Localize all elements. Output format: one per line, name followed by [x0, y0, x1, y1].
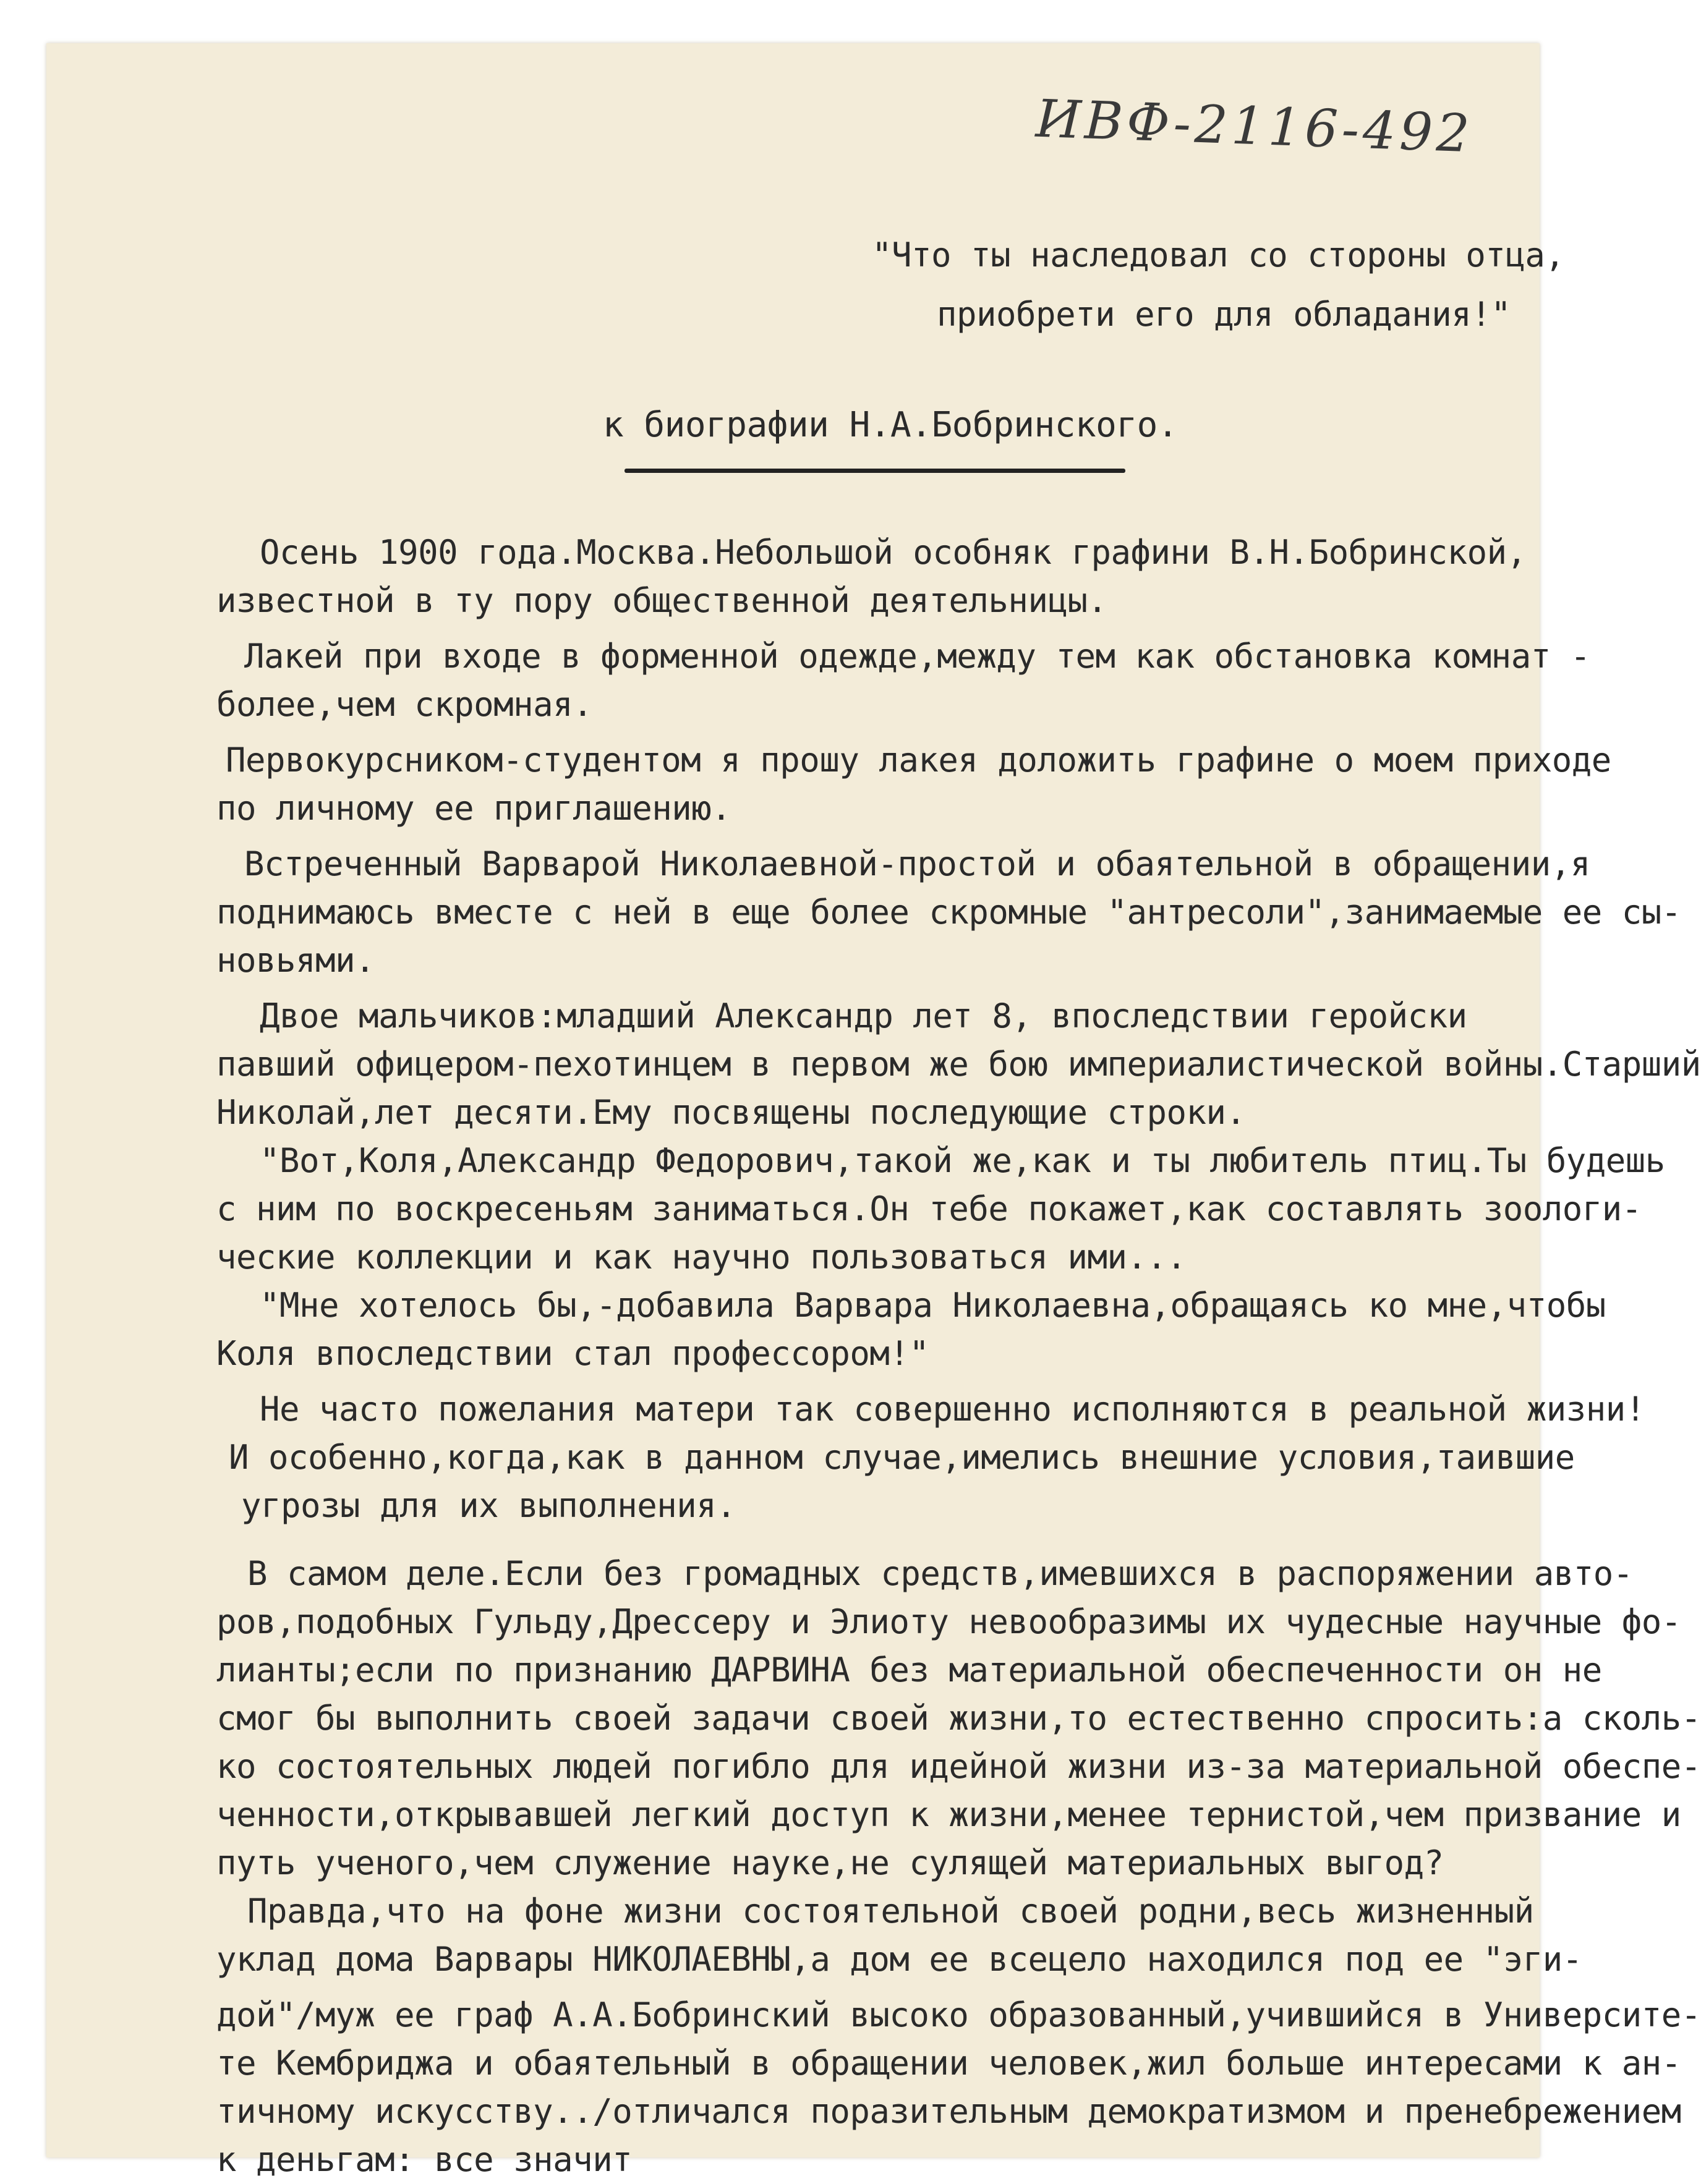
text-line: ческие коллекции и как научно пользоваться ими... — [216, 1238, 1187, 1277]
text-line: ко состоятельных людей погибло для идейной жизни из-за материальной обеспе- — [216, 1747, 1701, 1786]
text-line: ченности,открывавшей легкий доступ к жизни,менее тернистой,чем призвание и — [216, 1795, 1681, 1834]
text-line: "Вот,Коля,Александр Федорович,такой же,как и ты любитель птиц.Ты будешь — [260, 1141, 1665, 1180]
text-line: Осень 1900 года.Москва.Небольшой особняк графини В.Н.Бобринской, — [260, 533, 1527, 572]
epigraph-line-2: приобрети его для обладания!" — [937, 295, 1511, 334]
text-line: дой"/муж ее граф А.А.Бобринский высоко образованный,учившийся в Университе- — [216, 1995, 1701, 2034]
text-line: более,чем скромная. — [216, 685, 593, 724]
text-line: Встреченный Варварой Николаевной-простой и обаятельной в обращении,я — [244, 844, 1590, 883]
text-line: Коля впоследствии стал профессором!" — [216, 1334, 929, 1373]
text-line: "Мне хотелось бы,-добавила Варвара Николаевна,обращаясь ко мне,чтобы — [260, 1286, 1606, 1325]
text-line: угрозы для их выполнения. — [241, 1486, 736, 1525]
page-title: к биографии Н.А.Бобринского. — [603, 405, 1179, 445]
text-line: Не часто пожелания матери так совершенно исполняются в реальной жизни! — [260, 1390, 1645, 1429]
body-text — [216, 529, 1701, 2184]
text-line: павший офицером-пехотинцем в первом же бою империалистической войны.Старший — [216, 1045, 1701, 1084]
text-line: В самом деле.Если без громадных средств,имевшихся в распоряжении авто- — [247, 1554, 1633, 1593]
typed-page — [46, 43, 1701, 2179]
text-line: Правда,что на фоне жизни состоятельной своей родни,весь жизненный — [247, 1892, 1534, 1931]
text-line: смог бы выполнить своей задачи своей жизни,то естественно спросить:а сколь- — [216, 1699, 1701, 1738]
text-line: Николай,лет десяти.Ему посвящены последующие строки. — [216, 1093, 1246, 1132]
text-line: Лакей при входе в форменной одежде,между тем как обстановка комнат - — [244, 637, 1590, 676]
text-line: Первокурсником-студентом я прошу лакея доложить графине о моем приходе — [226, 741, 1611, 780]
archive-number: ИВФ-2116-492 — [1034, 88, 1475, 164]
text-line: те Кембриджа и обаятельный в обращении человек,жил больше интересами к ан- — [216, 2044, 1681, 2083]
text-line: Двое мальчиков:младший Александр лет 8, впоследствии геройски — [260, 996, 1467, 1035]
text-line: тичному искусству../отличался поразительным демократизмом и пренебрежением — [216, 2092, 1681, 2131]
text-line: И особенно,когда,как в данном случае,имелись внешние условия,таившие — [229, 1438, 1575, 1477]
title-underline — [625, 469, 1125, 473]
text-line: путь ученого,чем служение науке,не сулящей материальных выгод? — [216, 1843, 1444, 1882]
text-line: к деньгам: все значит — [216, 2140, 633, 2179]
text-line: с ним по воскресеньям заниматься.Он тебе покажет,как составлять зоологи- — [216, 1189, 1642, 1228]
epigraph-line-1: "Что ты наследовал со стороны отца, — [872, 236, 1565, 274]
epigraph — [872, 226, 1564, 344]
text-line: известной в ту пору общественной деятельницы. — [216, 581, 1107, 620]
text-line: лианты;если по признанию ДАРВИНА без материальной обеспеченности он не — [216, 1651, 1602, 1689]
text-line: поднимаюсь вместе с ней в еще более скромные "антресоли",занимаемые ее сы- — [216, 893, 1681, 932]
text-line: ров,подобных Гульду,Дрессеру и Элиоту невообразимы их чудесные научные фо- — [216, 1602, 1681, 1641]
text-line: уклад дома Варвары НИКОЛАЕВНЫ,а дом ее всецело находился под ее "эги- — [216, 1940, 1582, 1979]
text-line: новьями. — [216, 941, 375, 980]
text-line: по личному ее приглашению. — [216, 789, 731, 828]
